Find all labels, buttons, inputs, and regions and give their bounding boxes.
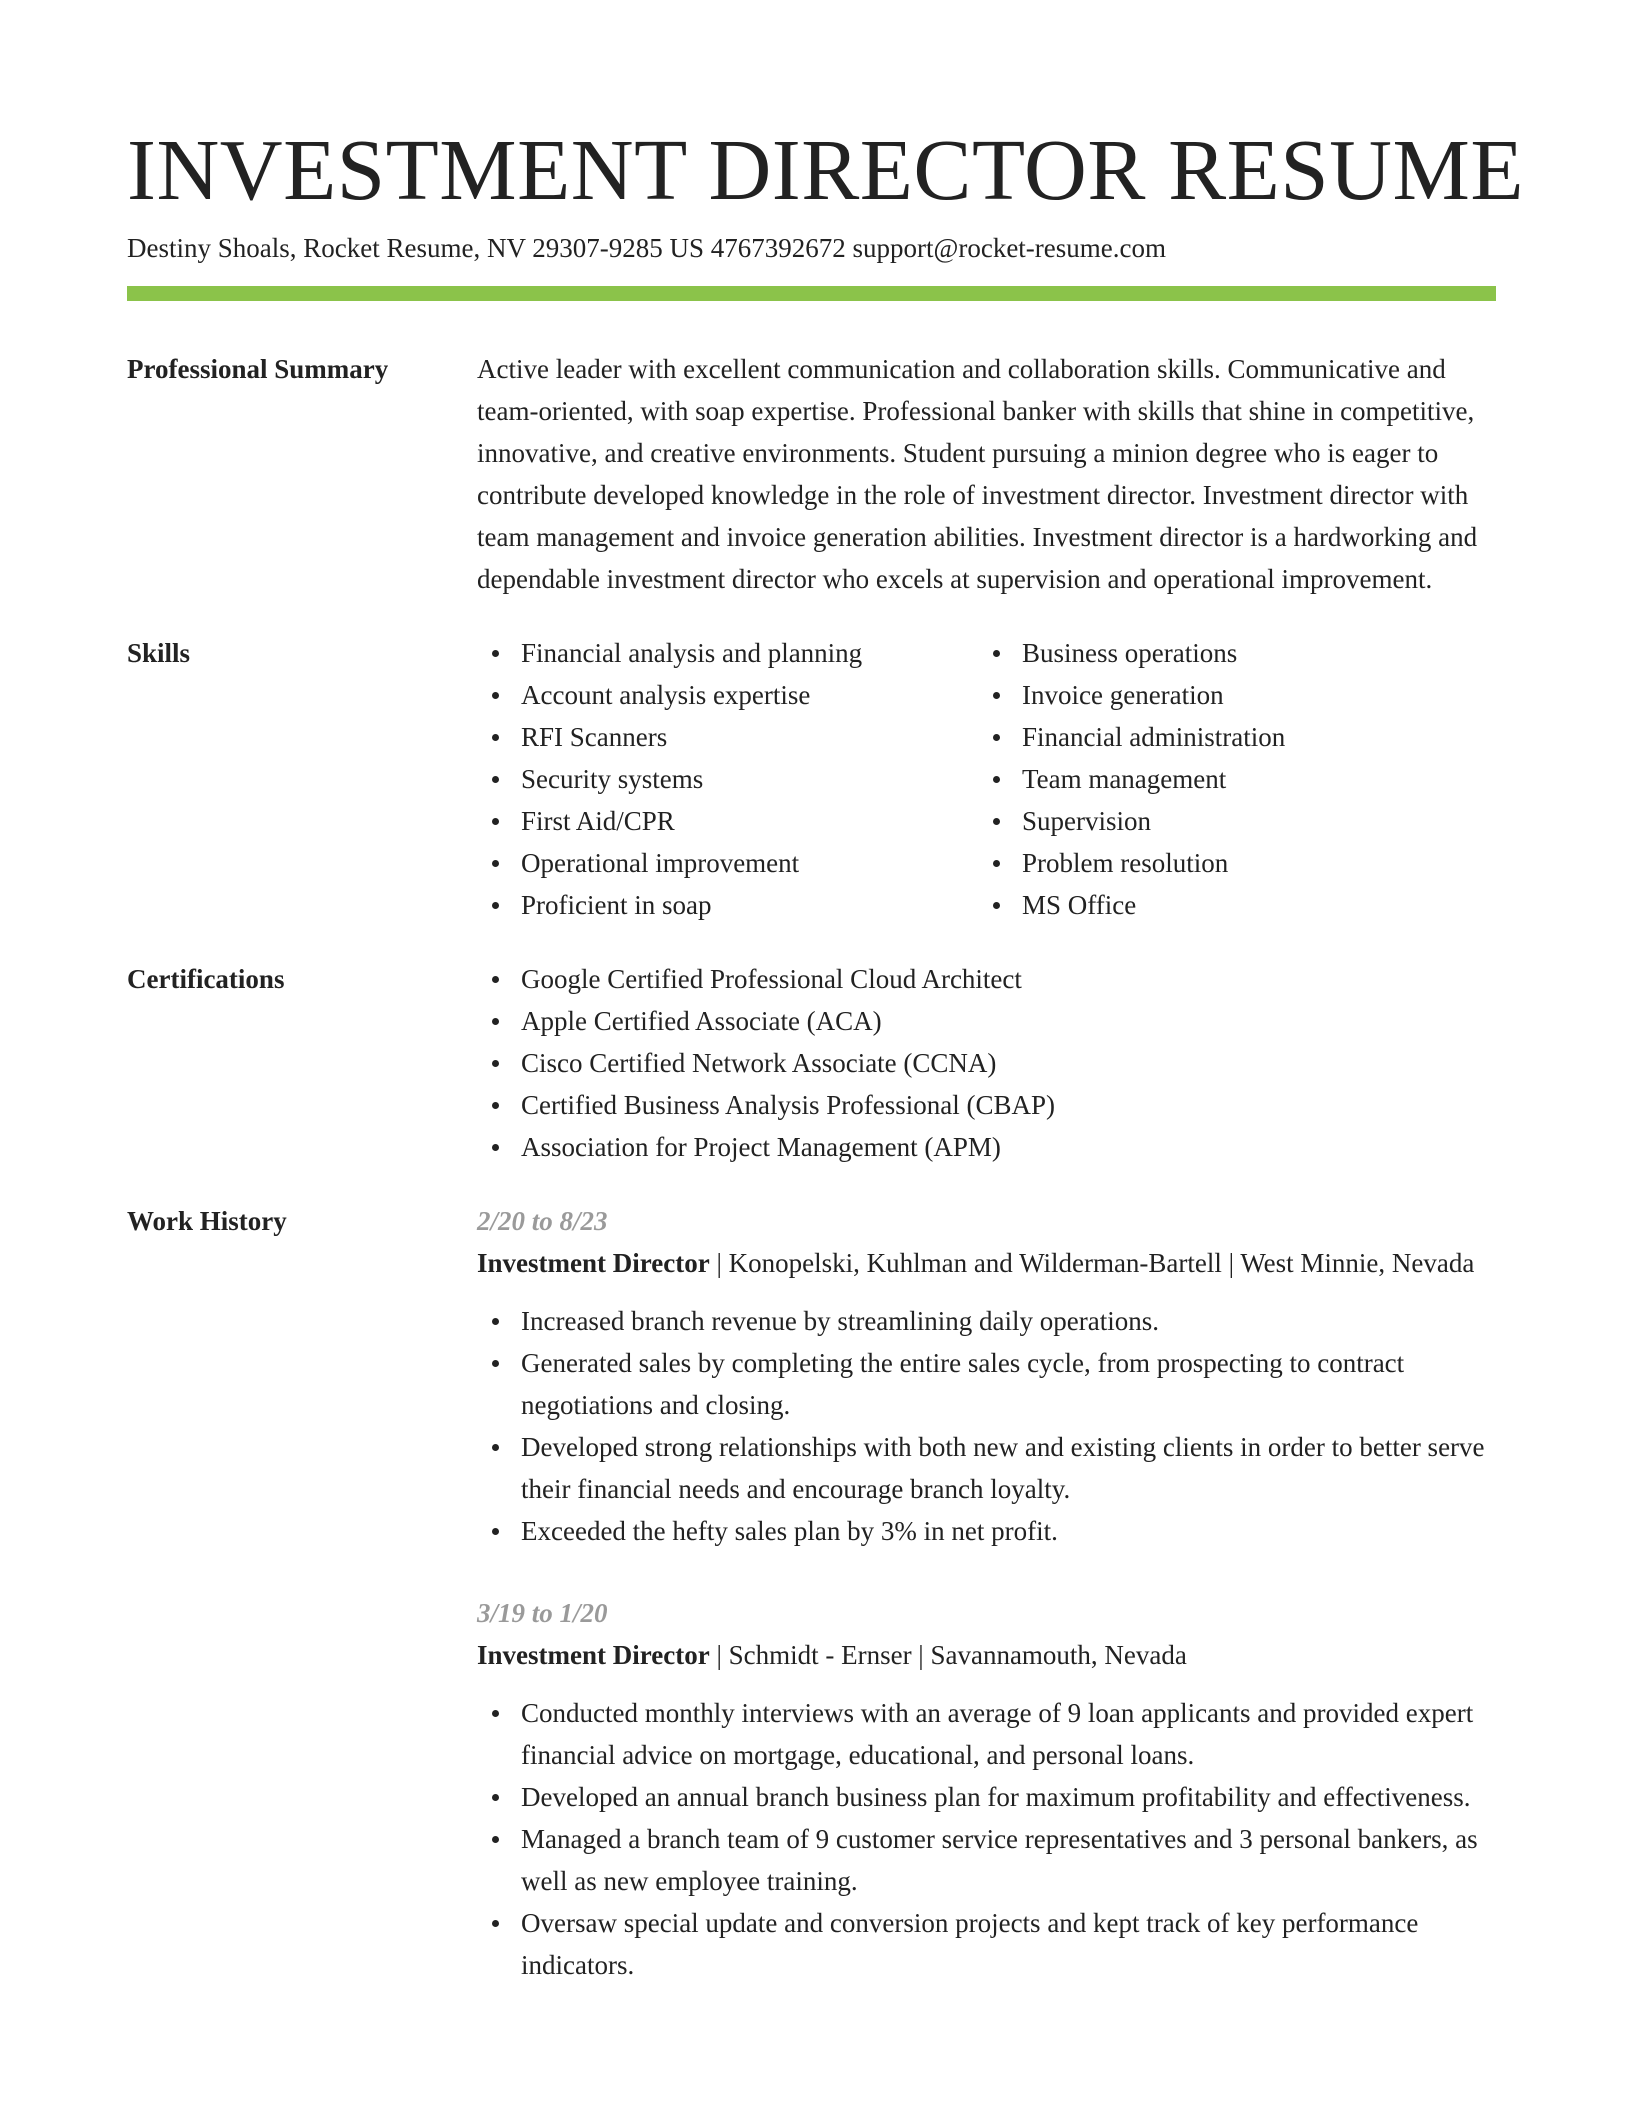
section-body bbox=[477, 632, 1496, 926]
skill-item: Security systems bbox=[477, 758, 978, 800]
certification-item: Google Certified Professional Cloud Architect bbox=[477, 958, 1496, 1000]
skill-item: RFI Scanners bbox=[477, 716, 978, 758]
job-entry bbox=[477, 1200, 1496, 1552]
job-title: Investment Director bbox=[477, 1640, 710, 1670]
job-bullet: Exceeded the hefty sales plan by 3% in net profit. bbox=[477, 1510, 1496, 1552]
job-dates: 3/19 to 1/20 bbox=[477, 1598, 608, 1628]
certification-item: Cisco Certified Network Associate (CCNA) bbox=[477, 1042, 1496, 1084]
job-bullet: Developed strong relationships with both new and existing clients in order to better serve their financial needs and encourage branch loyalty. bbox=[477, 1426, 1496, 1510]
resume-title: INVESTMENT DIRECTOR RESUME bbox=[127, 121, 1525, 218]
job-bullet: Conducted monthly interviews with an average of 9 loan applicants and provided expert financial advice on mortgage, educational, and personal loans. bbox=[477, 1692, 1496, 1776]
section-body bbox=[477, 348, 1496, 600]
job-bullet: Managed a branch team of 9 customer service representatives and 3 personal bankers, as well as new employee training. bbox=[477, 1818, 1496, 1902]
job-details: | Schmidt - Ernser | Savannamouth, Nevada bbox=[709, 1640, 1187, 1670]
certifications-section bbox=[127, 958, 1496, 1168]
skills-list-right bbox=[978, 632, 1479, 926]
certification-item: Association for Project Management (APM) bbox=[477, 1126, 1496, 1168]
certifications-list bbox=[477, 958, 1496, 1168]
job-dates: 2/20 to 8/23 bbox=[477, 1206, 608, 1236]
job-bullets bbox=[477, 1692, 1496, 1986]
skills-list-left bbox=[477, 632, 978, 926]
section-label: Certifications bbox=[127, 964, 285, 994]
skills-columns bbox=[477, 632, 1496, 926]
job-bullet: Oversaw special update and conversion projects and kept track of key performance indicators. bbox=[477, 1902, 1496, 1986]
section-label: Work History bbox=[127, 1206, 287, 1236]
work-history-section bbox=[127, 1200, 1496, 1986]
job-title: Investment Director bbox=[477, 1248, 710, 1278]
skills-section bbox=[127, 632, 1496, 926]
job-entry bbox=[477, 1592, 1496, 1986]
certification-item: Certified Business Analysis Professional (CBAP) bbox=[477, 1084, 1496, 1126]
skill-item: Business operations bbox=[978, 632, 1479, 674]
job-heading bbox=[477, 1634, 1496, 1676]
skill-item: Team management bbox=[978, 758, 1479, 800]
summary-text: Active leader with excellent communication and collaboration skills. Communicative and team-oriented, with soap expertise. Professional banker with skills that shine in competitive, innovative, and creative environments. Student pursuing a minion degree who is eager to contribute developed knowledge in the role of investment director. Investment director with team management and invoice generation abilities. Investment director is a hardworking and dependable investment director who excels at supervision and operational improvement. bbox=[477, 354, 1478, 594]
skill-item: Supervision bbox=[978, 800, 1479, 842]
job-bullet: Developed an annual branch business plan for maximum profitability and effectiveness. bbox=[477, 1776, 1496, 1818]
job-bullet: Generated sales by completing the entire sales cycle, from prospecting to contract negotiations and closing. bbox=[477, 1342, 1496, 1426]
professional-summary-section bbox=[127, 348, 1496, 600]
section-label: Skills bbox=[127, 638, 191, 668]
skill-item: Problem resolution bbox=[978, 842, 1479, 884]
accent-divider bbox=[127, 286, 1496, 301]
resume-page bbox=[127, 118, 1525, 1986]
skill-item: Account analysis expertise bbox=[477, 674, 978, 716]
job-heading bbox=[477, 1242, 1496, 1284]
job-details: | Konopelski, Kuhlman and Wilderman-Bartell | West Minnie, Nevada bbox=[709, 1248, 1475, 1278]
section-body bbox=[477, 1200, 1496, 1986]
job-bullet: Increased branch revenue by streamlining daily operations. bbox=[477, 1300, 1496, 1342]
skill-item: Financial analysis and planning bbox=[477, 632, 978, 674]
skill-item: Proficient in soap bbox=[477, 884, 978, 926]
skill-item: Financial administration bbox=[978, 716, 1479, 758]
skill-item: First Aid/CPR bbox=[477, 800, 978, 842]
skill-item: MS Office bbox=[978, 884, 1479, 926]
certification-item: Apple Certified Associate (ACA) bbox=[477, 1000, 1496, 1042]
skill-item: Invoice generation bbox=[978, 674, 1479, 716]
section-body bbox=[477, 958, 1496, 1168]
job-bullets bbox=[477, 1300, 1496, 1552]
section-label: Professional Summary bbox=[127, 354, 389, 384]
skill-item: Operational improvement bbox=[477, 842, 978, 884]
contact-line: Destiny Shoals, Rocket Resume, NV 29307-9285 US 4767392672 support@rocket-resume.com bbox=[127, 233, 1166, 263]
